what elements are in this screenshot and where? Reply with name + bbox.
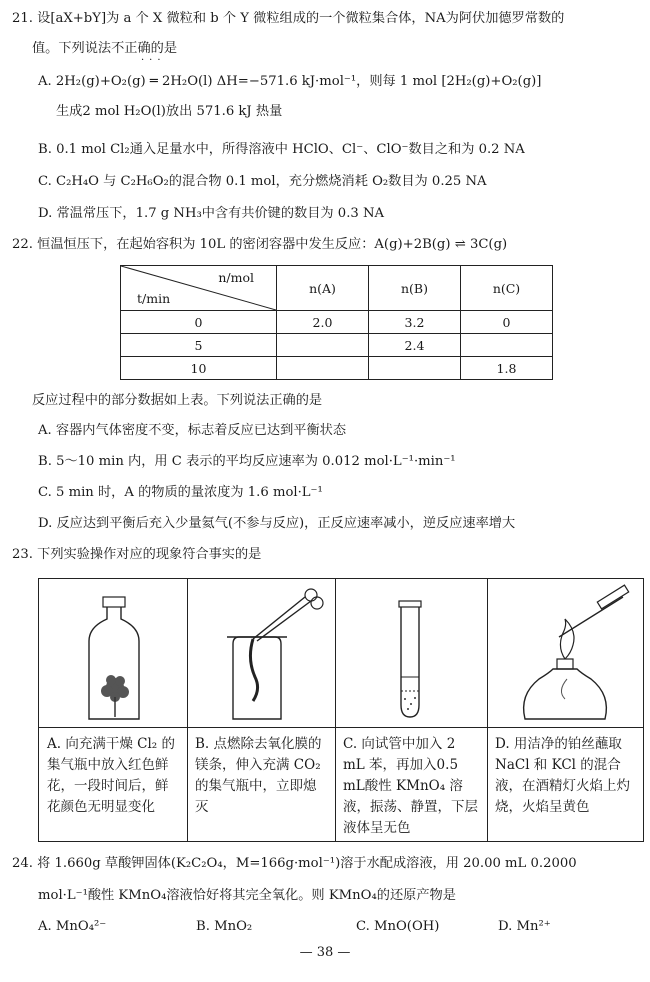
q21-option-b: B. 0.1 mol Cl₂通入足量水中，所得溶液中 HClO、Cl⁻、ClO⁻数目之和为 0.2 NA bbox=[38, 142, 525, 157]
q24-option-a: A. MnO₄²⁻ bbox=[38, 919, 107, 934]
experiment-caption-d: D. 用洁净的铂丝蘸取 NaCl 和 KCl 的混合液，在酒精灯火焰上灼烧，火焰呈黄色 bbox=[495, 736, 630, 815]
table-cell: 2.4 bbox=[369, 334, 461, 357]
table-corner-cell bbox=[121, 266, 277, 311]
q24-option-c: C. MnO(OH) bbox=[356, 919, 440, 934]
table-header-row bbox=[121, 266, 553, 311]
experiment-caption-c: C. 向试管中加入 2 mL 苯，再加入0.5 mL酸性 KMnO₄ 溶液，振荡、静置，下层液体呈无色 bbox=[343, 736, 478, 836]
gas-bottle-flower-icon bbox=[39, 579, 187, 727]
q23-stem: 23. 下列实验操作对应的现象符合事实的是 bbox=[12, 547, 262, 562]
q21-stem-line1: 21. 设[aX+bY]为 a 个 X 微粒和 b 个 Y 微粒组成的一个微粒集合体，NA为阿伏加德罗常数的 bbox=[12, 11, 565, 26]
experiment-caption-b: B. 点燃除去氧化膜的镁条，伸入充满 CO₂ 的集气瓶中，立即熄灭 bbox=[195, 736, 322, 815]
q21-option-d: D. 常温常压下，1.7 g NH₃中含有共价键的数目为 0.3 NA bbox=[38, 206, 385, 221]
table-cell: 5 bbox=[121, 334, 277, 357]
q21-option-c: C. C₂H₄O 与 C₂H₆O₂的混合物 0.1 mol，充分燃烧消耗 O₂数目为 0.25 NA bbox=[38, 174, 487, 189]
experiment-cell-d bbox=[487, 579, 643, 841]
page-number: — 38 — bbox=[299, 945, 351, 960]
table-header-cell: n(C) bbox=[461, 266, 553, 311]
table-header-cell: n(B) bbox=[369, 266, 461, 311]
table-cell: 1.8 bbox=[461, 357, 553, 380]
table-row bbox=[121, 357, 553, 380]
experiment-cell-b bbox=[187, 579, 336, 841]
table-cell: 0 bbox=[461, 311, 553, 334]
table-row bbox=[121, 334, 553, 357]
emphasis-dots: ··· bbox=[141, 55, 166, 66]
table-cell: 2.0 bbox=[277, 311, 369, 334]
corner-label-t: t/min bbox=[137, 291, 171, 306]
experiment-caption-a: A. 向充满干燥 Cl₂ 的集气瓶中放入红色鲜花，一段时间后，鲜花颜色无明显变化 bbox=[47, 736, 175, 815]
q21-option-a-line2: 生成2 mol H₂O(l)放出 571.6 kJ 热量 bbox=[56, 104, 283, 119]
q21-stem-line2: 值。下列说法不正确的是 bbox=[32, 41, 178, 56]
table-cell: 0 bbox=[121, 311, 277, 334]
table-cell bbox=[277, 357, 369, 380]
table-header-cell: n(A) bbox=[277, 266, 369, 311]
q22-option-a: A. 容器内气体密度不变，标志着反应已达到平衡状态 bbox=[38, 423, 347, 438]
q22-stem: 22. 恒温恒压下，在起始容积为 10L 的密闭容器中发生反应：A(g)+2B(g) ⇌ 3C(g) bbox=[12, 237, 508, 252]
tongs-magnesium-bottle-icon bbox=[187, 579, 335, 727]
q23-experiment-table bbox=[38, 578, 644, 842]
q22-option-c: C. 5 min 时，A 的物质的量浓度为 1.6 mol·L⁻¹ bbox=[38, 485, 323, 500]
q21-option-a-line1: A. 2H₂(g)+O₂(g) ═ 2H₂O(l) ΔH=−571.6 kJ·mol⁻¹，则每 1 mol [2H₂(g)+O₂(g)] bbox=[38, 74, 542, 89]
q22-data-table bbox=[120, 265, 553, 380]
q24-stem-line2: mol·L⁻¹酸性 KMnO₄溶液恰好将其完全氧化。则 KMnO₄的还原产物是 bbox=[38, 888, 456, 903]
q24-option-b: B. MnO₂ bbox=[196, 919, 253, 934]
table-cell: 3.2 bbox=[369, 311, 461, 334]
q22-option-b: B. 5～10 min 内，用 C 表示的平均反应速率为 0.012 mol·L⁻¹·min⁻¹ bbox=[38, 454, 456, 469]
table-cell bbox=[277, 334, 369, 357]
q24-option-d: D. Mn²⁺ bbox=[498, 919, 551, 934]
alcohol-lamp-platinum-wire-icon bbox=[487, 579, 643, 727]
corner-label-n: n/mol bbox=[218, 270, 254, 285]
q24-stem-line1: 24. 将 1.660g 草酸钾固体(K₂C₂O₄，M=166g·mol⁻¹)溶于水配成溶液，用 20.00 mL 0.2000 bbox=[12, 856, 577, 871]
q22-after-table: 反应过程中的部分数据如上表。下列说法正确的是 bbox=[32, 393, 323, 408]
q22-option-d: D. 反应达到平衡后充入少量氦气(不参与反应)，正反应速率减小，逆反应速率增大 bbox=[38, 516, 516, 531]
experiment-cell-c bbox=[335, 579, 488, 841]
table-cell bbox=[461, 334, 553, 357]
table-cell bbox=[369, 357, 461, 380]
test-tube-icon bbox=[335, 579, 487, 727]
experiment-cell-a bbox=[39, 579, 188, 841]
table-row bbox=[121, 311, 553, 334]
table-cell: 10 bbox=[121, 357, 277, 380]
